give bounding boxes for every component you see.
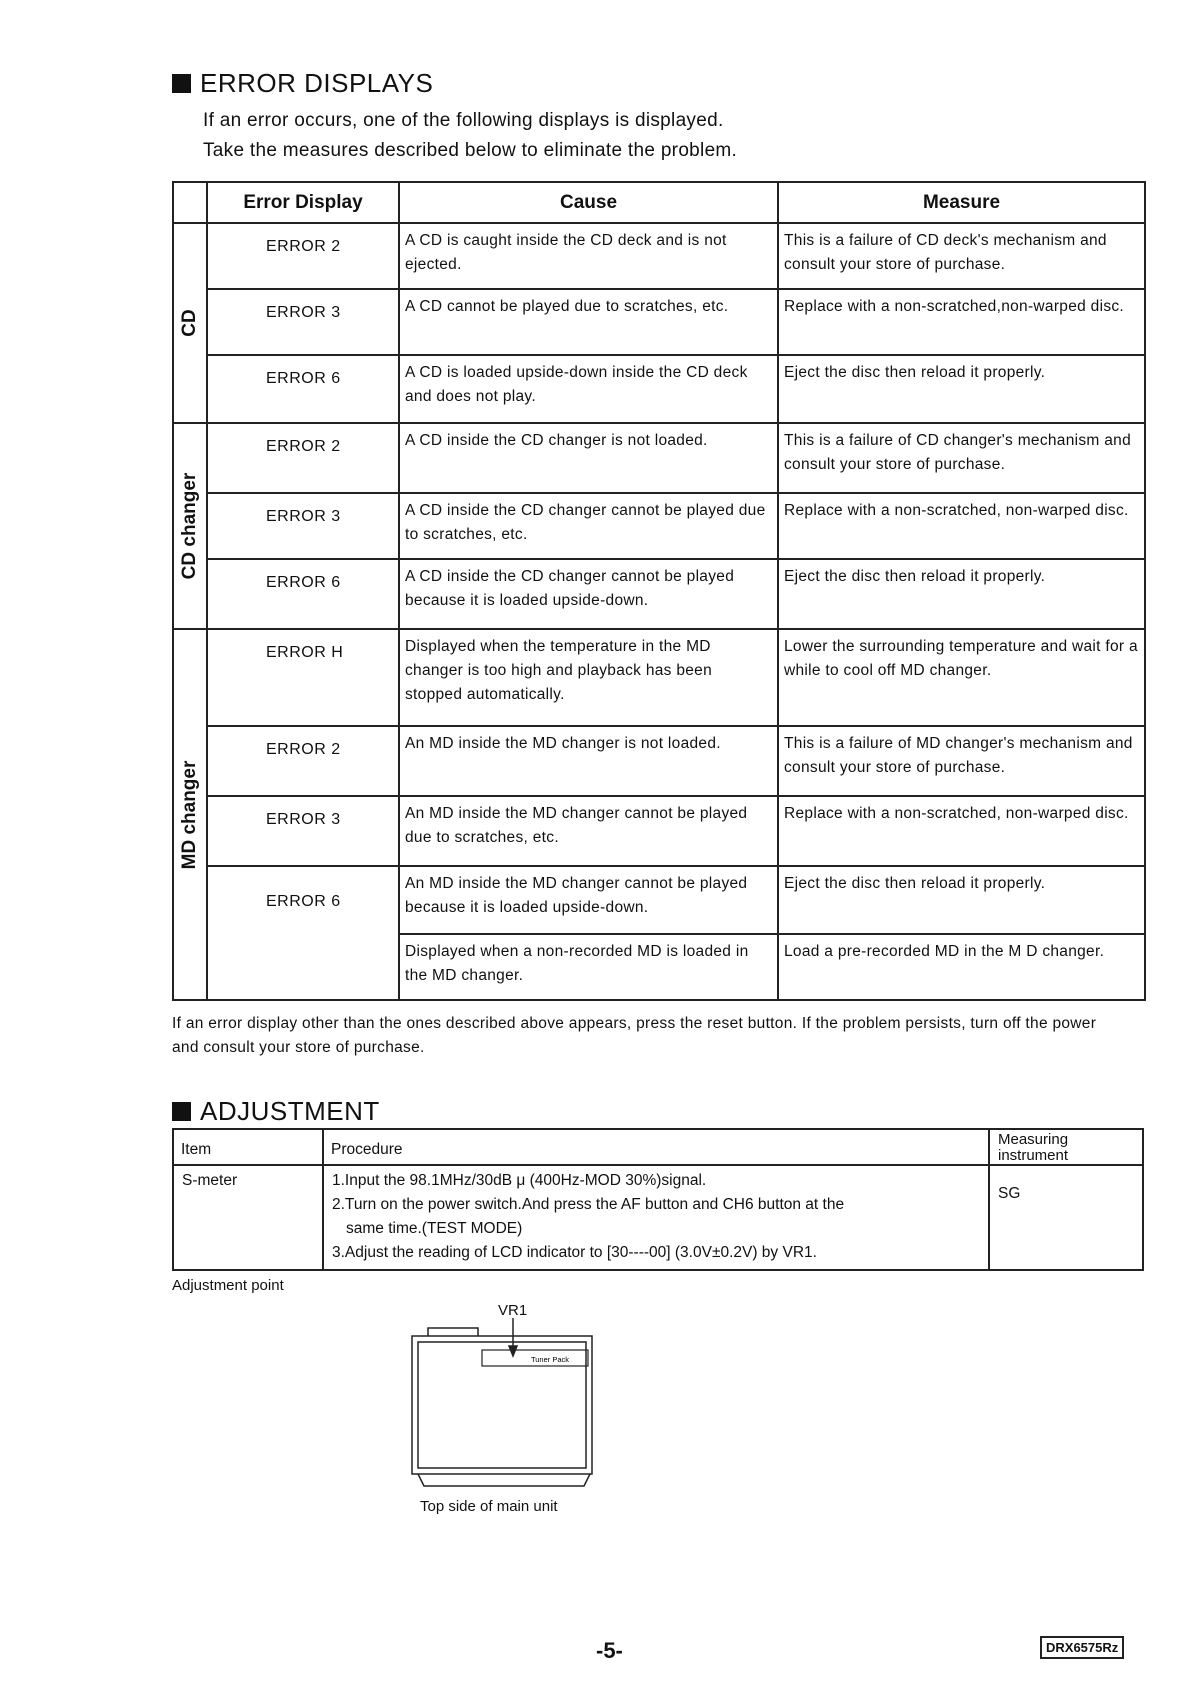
tuner-pack-label: Tuner Pack xyxy=(530,1355,570,1364)
header-error-display: Error Display xyxy=(207,182,399,223)
error-code: ERROR 2 xyxy=(207,223,399,289)
bullet-square-icon xyxy=(172,1102,191,1121)
error-measure: Replace with a non-scratched, non-warped disc. xyxy=(778,493,1145,559)
header-blank xyxy=(173,182,207,223)
error-intro-line2: Take the measures described below to eliminate the problem. xyxy=(203,140,738,161)
table-row xyxy=(173,559,1145,629)
error-measure: Eject the disc then reload it properly. xyxy=(778,866,1145,934)
group-label-cd: CD xyxy=(179,309,200,337)
table-row xyxy=(173,866,1145,934)
error-displays-title: ERROR DISPLAYS xyxy=(200,68,434,98)
header-item: Item xyxy=(173,1129,323,1165)
error-code: ERROR 3 xyxy=(207,289,399,355)
error-table-header xyxy=(173,182,1145,223)
doc-code: DRX6575Rz xyxy=(1040,1636,1124,1659)
error-measure: Lower the surrounding temperature and wait for a while to cool off MD changer. xyxy=(778,629,1145,726)
adjustment-instrument: SG xyxy=(989,1165,1143,1270)
procedure-step2b: same time.(TEST MODE) xyxy=(346,1220,523,1237)
error-table xyxy=(172,181,1146,1001)
error-cause: Displayed when the temperature in the MD changer is too high and playback has been stopped automatically. xyxy=(399,629,778,726)
table-row xyxy=(173,629,1145,726)
error-measure: Eject the disc then reload it properly. xyxy=(778,559,1145,629)
error-cause: A CD inside the CD changer cannot be played due to scratches, etc. xyxy=(399,493,778,559)
group-md-changer xyxy=(173,629,207,1000)
error-measure: Replace with a non-scratched, non-warped disc. xyxy=(778,796,1145,866)
error-cause: An MD inside the MD changer is not loaded. xyxy=(399,726,778,796)
header-instrument: Measuring instrument xyxy=(989,1129,1143,1165)
error-cause: A CD inside the CD changer is not loaded. xyxy=(399,423,778,493)
error-code: ERROR 2 xyxy=(207,423,399,493)
group-cd xyxy=(173,223,207,423)
error-measure: This is a failure of MD changer's mechanism and consult your store of purchase. xyxy=(778,726,1145,796)
error-intro-line1: If an error occurs, one of the following displays is displayed. xyxy=(203,110,724,131)
table-row xyxy=(173,223,1145,289)
error-code: ERROR 2 xyxy=(207,726,399,796)
adjustment-table-header xyxy=(173,1129,1143,1165)
table-row xyxy=(173,355,1145,423)
error-code: ERROR 6 xyxy=(207,355,399,423)
group-cd-changer xyxy=(173,423,207,629)
group-label-cd-changer: CD changer xyxy=(179,472,200,580)
error-code: ERROR 3 xyxy=(207,493,399,559)
error-code: ERROR 3 xyxy=(207,796,399,866)
adjustment-title: ADJUSTMENT xyxy=(200,1096,380,1126)
table-row xyxy=(173,493,1145,559)
main-unit-outline xyxy=(412,1328,592,1486)
procedure-step3: 3.Adjust the reading of LCD indicator to [30----00] (3.0V±0.2V) by VR1. xyxy=(332,1244,817,1261)
table-row xyxy=(173,726,1145,796)
procedure-step1: 1.Input the 98.1MHz/30dB μ (400Hz-MOD 30%)signal. xyxy=(332,1172,707,1189)
adjustment-procedure xyxy=(323,1165,989,1270)
error-measure: This is a failure of CD changer's mechanism and consult your store of purchase. xyxy=(778,423,1145,493)
error-displays-heading xyxy=(172,68,433,99)
table-row xyxy=(173,423,1145,493)
error-measure: Eject the disc then reload it properly. xyxy=(778,355,1145,423)
procedure-step2a: 2.Turn on the power switch.And press the AF button and CH6 button at the xyxy=(332,1196,845,1213)
page-number: -5- xyxy=(596,1638,623,1663)
error-measure: Load a pre-recorded MD in the M D changer. xyxy=(778,934,1145,1000)
error-intro xyxy=(203,106,737,166)
error-code: ERROR 6 xyxy=(207,559,399,629)
error-code: ERROR H xyxy=(207,629,399,726)
error-cause: Displayed when a non-recorded MD is loaded in the MD changer. xyxy=(399,934,778,1000)
table-row xyxy=(173,1165,1143,1270)
table-row xyxy=(173,289,1145,355)
error-measure: This is a failure of CD deck's mechanism and consult your store of purchase. xyxy=(778,223,1145,289)
error-footer-note: If an error display other than the ones described above appears, press the reset button. If the problem persists, turn off the power and consult your store of purchase. xyxy=(172,1015,1097,1056)
error-cause: A CD is loaded upside-down inside the CD deck and does not play. xyxy=(399,355,778,423)
main-unit-diagram xyxy=(408,1318,598,1493)
error-cause: A CD cannot be played due to scratches, etc. xyxy=(399,289,778,355)
bullet-square-icon xyxy=(172,74,191,93)
error-cause: A CD inside the CD changer cannot be played because it is loaded upside-down. xyxy=(399,559,778,629)
header-measure: Measure xyxy=(778,182,1145,223)
adjustment-heading xyxy=(172,1096,380,1127)
header-cause: Cause xyxy=(399,182,778,223)
adjustment-item: S-meter xyxy=(173,1165,323,1270)
diagram-caption: Top side of main unit xyxy=(420,1498,558,1515)
table-row xyxy=(173,796,1145,866)
error-code: ERROR 6 xyxy=(207,866,399,1000)
group-label-md-changer: MD changer xyxy=(179,760,200,869)
adjustment-point-label: Adjustment point xyxy=(172,1277,284,1294)
error-cause: A CD is caught inside the CD deck and is not ejected. xyxy=(399,223,778,289)
vr1-label: VR1 xyxy=(498,1302,528,1319)
error-measure: Replace with a non-scratched,non-warped disc. xyxy=(778,289,1145,355)
error-cause: An MD inside the MD changer cannot be played due to scratches, etc. xyxy=(399,796,778,866)
header-procedure: Procedure xyxy=(323,1129,989,1165)
adjustment-table xyxy=(172,1128,1144,1271)
error-cause: An MD inside the MD changer cannot be played because it is loaded upside-down. xyxy=(399,866,778,934)
